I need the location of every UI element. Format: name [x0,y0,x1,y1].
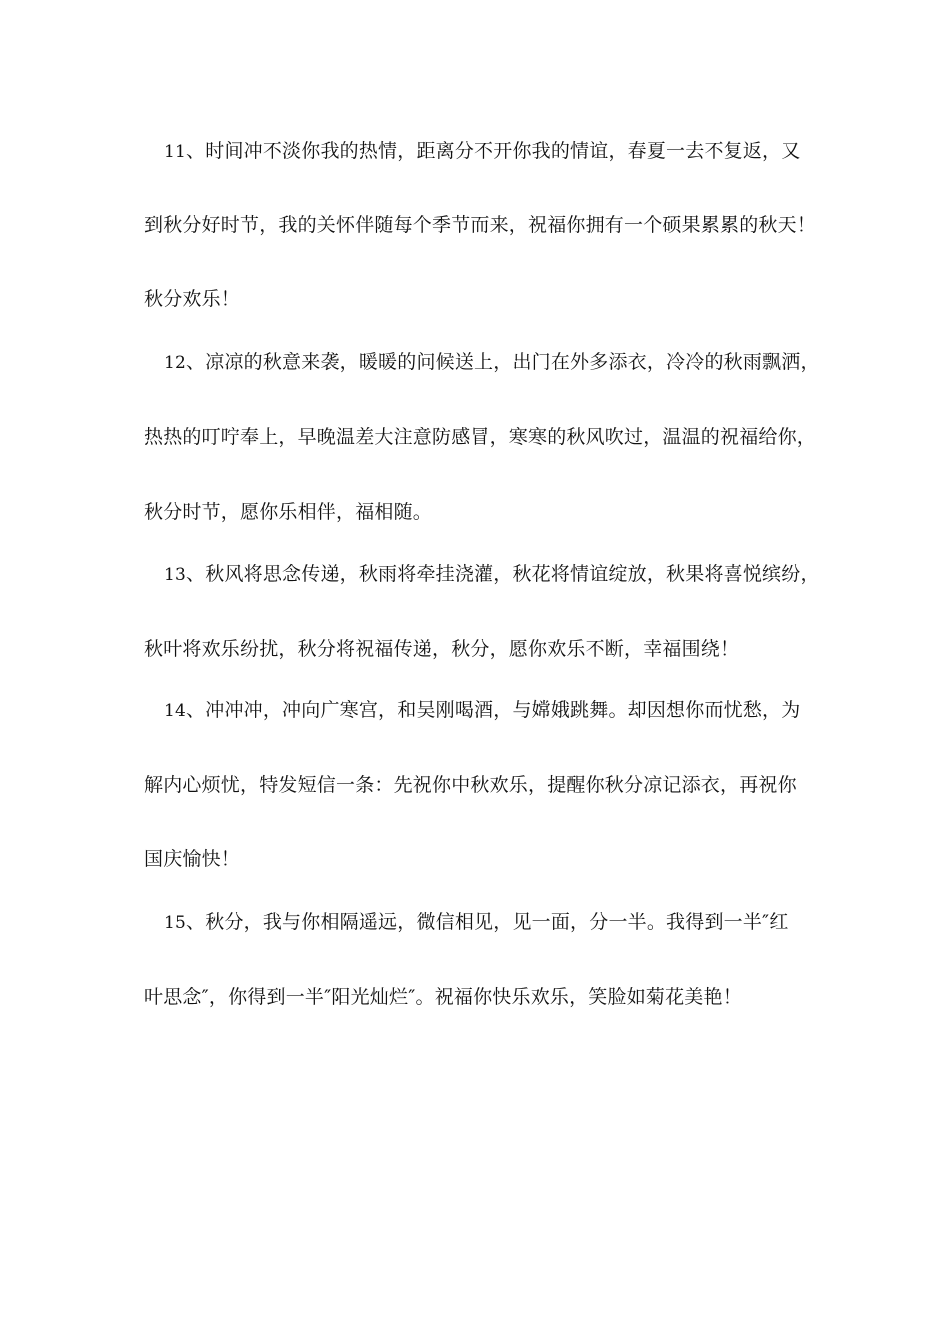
paragraph-13-line-2: 秋叶将欢乐纷扰，秋分将祝福传递，秋分，愿你欢乐不断，幸福围绕！ [144,638,740,660]
paragraph-15-line-2: 叶思念″，你得到一半″阳光灿烂″。祝福你快乐欢乐，笑脸如菊花美艳！ [144,986,742,1008]
paragraph-14-line-2: 解内心烦忧，特发短信一条：先祝你中秋欢乐，提醒你秋分凉记添衣，再祝你 [144,774,797,796]
paragraph-number: 12 [164,353,187,373]
paragraph-11-line-2: 到秋分好时节，我的关怀伴随每个季节而来，祝福你拥有一个硕果累累的秋天！ [144,214,817,236]
paragraph-11-line-3: 秋分欢乐！ [144,288,241,310]
paragraph-number: 15 [164,913,187,933]
paragraph-14-line-3: 国庆愉快！ [144,848,241,870]
paragraph-text: 、秋风将思念传递，秋雨将牵挂浇灌，秋花将情谊绽放，秋果将喜悦缤纷， [186,563,820,585]
paragraph-text: 、冲冲冲，冲向广寒宫，和吴刚喝酒，与嫦娥跳舞。却因想你而忧愁，为 [186,699,801,721]
paragraph-number: 11 [164,142,187,162]
paragraph-number: 13 [164,565,187,585]
paragraph-12-line-3: 秋分时节，愿你乐相伴，福相随。 [144,501,433,523]
paragraph-text: 、时间冲不淡你我的热情，距离分不开你我的情谊，春夏一去不复返，又 [186,140,801,162]
paragraph-14-line-1 [164,697,834,724]
paragraph-number: 14 [164,701,187,721]
paragraph-text: 、秋分，我与你相隔遥远，微信相见，见一面，分一半。我得到一半″红 [186,911,789,933]
paragraph-12-line-2: 热热的叮咛奉上，早晚温差大注意防感冒，寒寒的秋风吹过，温温的祝福给你， [144,426,817,448]
paragraph-15-line-1 [164,909,834,936]
paragraph-12-line-1 [164,349,834,376]
paragraph-11-line-1 [164,138,834,165]
paragraph-13-line-1 [164,561,834,588]
paragraph-text: 、凉凉的秋意来袭，暖暖的问候送上，出门在外多添衣，冷冷的秋雨飘洒， [186,351,820,373]
